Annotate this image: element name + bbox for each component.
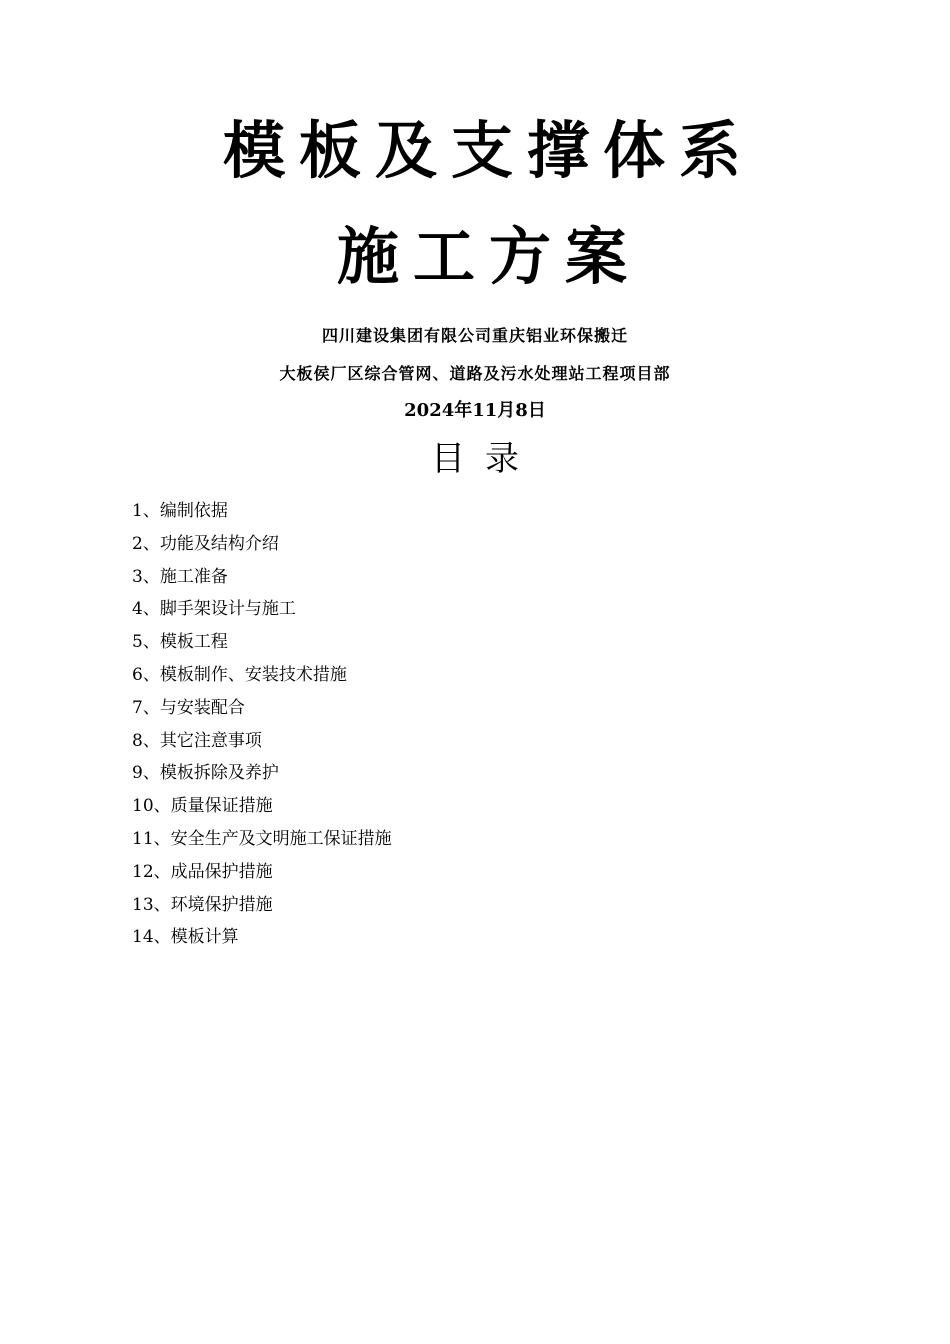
toc-item[interactable]: 14、模板计算 — [132, 927, 239, 948]
document-title-line-2: 施工方案 — [336, 220, 641, 293]
toc-item[interactable]: 7、与安装配合 — [132, 697, 245, 718]
toc-item[interactable]: 5、模板工程 — [132, 632, 228, 653]
organization-line-2: 大板侯厂区综合管网、道路及污水处理站工程项目部 — [279, 364, 671, 383]
toc-item[interactable]: 9、模板拆除及养护 — [132, 763, 279, 784]
toc-item[interactable]: 2、功能及结构介绍 — [132, 533, 279, 554]
toc-item[interactable]: 4、脚手架设计与施工 — [132, 599, 296, 620]
toc-item[interactable]: 10、质量保证措施 — [132, 796, 273, 817]
toc-heading: 目录 — [431, 439, 539, 479]
toc-item[interactable]: 12、成品保护措施 — [132, 861, 273, 882]
toc-item[interactable]: 13、环境保护措施 — [132, 894, 273, 915]
toc-item[interactable]: 1、编制依据 — [132, 501, 228, 521]
organization-line-1: 四川建设集团有限公司重庆铝业环保搬迁 — [321, 326, 628, 345]
toc-list — [132, 495, 832, 954]
toc-item[interactable]: 11、安全生产及文明施工保证措施 — [132, 828, 392, 849]
document-title-line-1: 模板及支撑体系 — [222, 114, 755, 187]
document-date: 2024年11月8日 — [404, 400, 546, 421]
toc-item[interactable]: 6、模板制作、安装技术措施 — [132, 664, 347, 685]
toc-item[interactable]: 8、其它注意事项 — [132, 730, 262, 751]
toc-item[interactable]: 3、施工准备 — [132, 566, 228, 587]
